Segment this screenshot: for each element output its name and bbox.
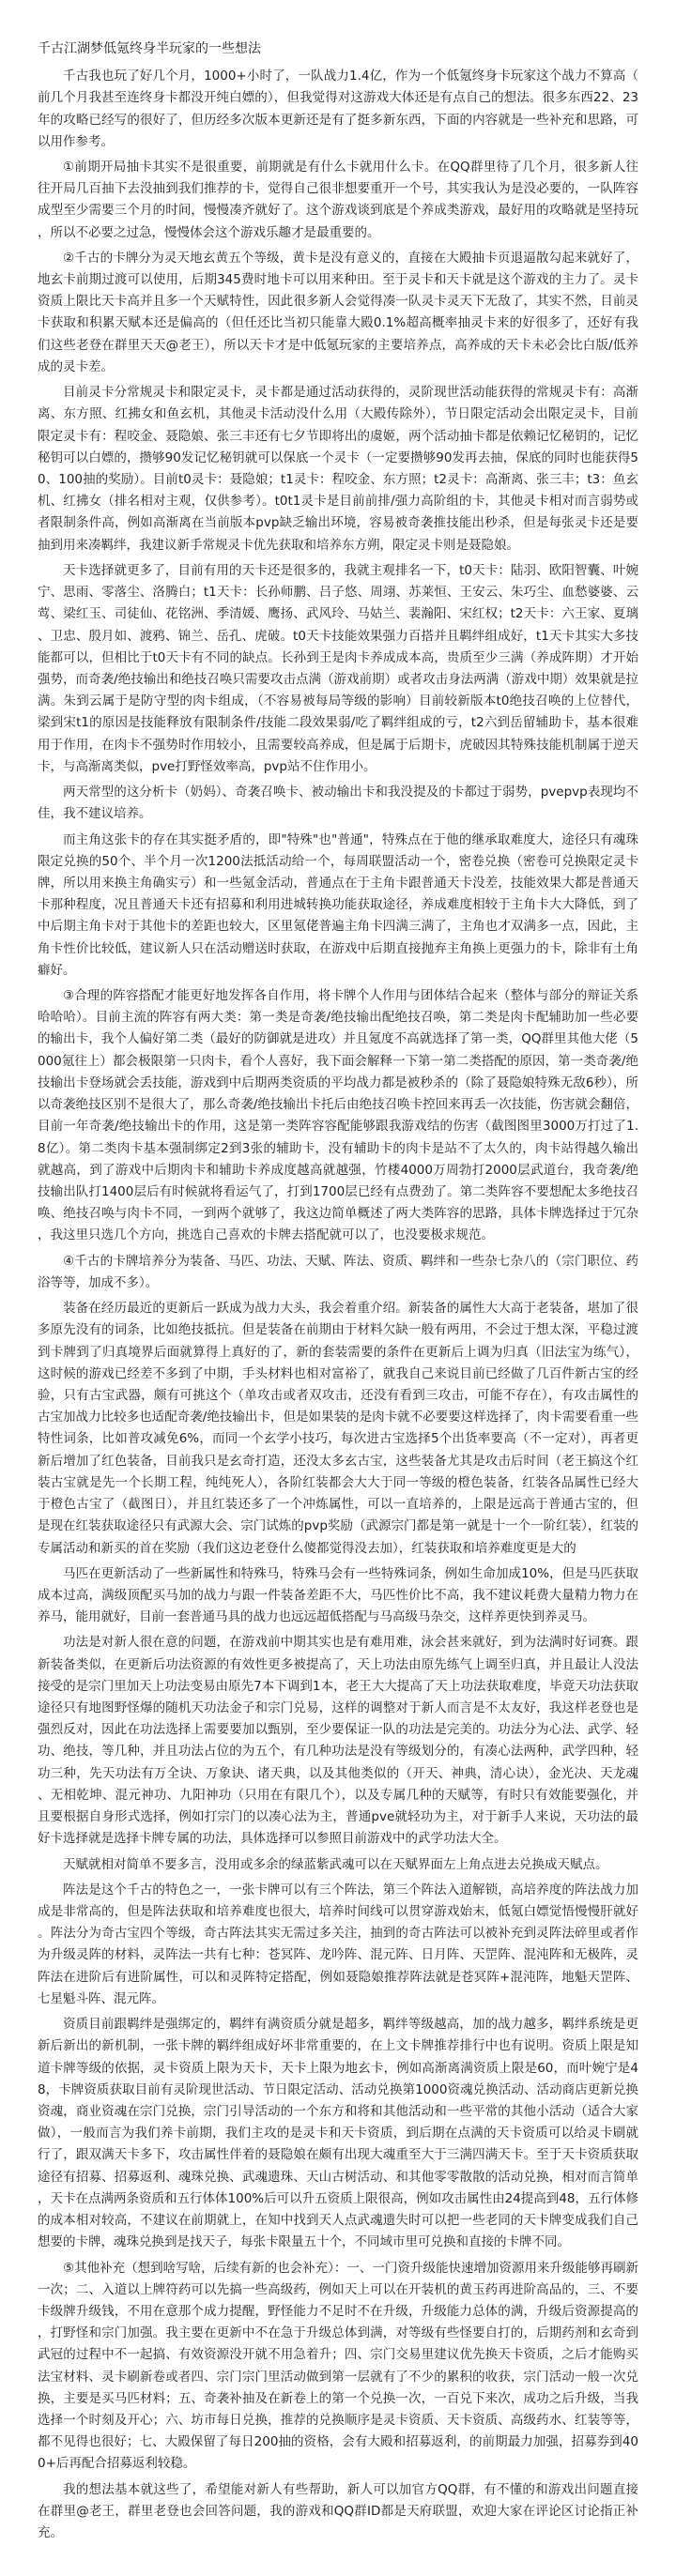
article-paragraph: 装备在经历最近的更新后一跃成为战力大头，我会着重介绍。新装备的属性大大高于老装备，堪加了很多原先没有的词条，比如绝技抵抗。但是装备在前期由于材料欠缺一般有两用，不会过于想太深，平稳过渡到卡牌到了归真境界后面就算得上真好的了，新的套装需要的条件在更新后上调为归真（旧法宝为练气），这时候的游戏已经差不多到了中期，手头材料也相对富裕了，就我自己来说目前已经做了几百件新古宝的经验，只有古宝武器，颇有可挑这个（单攻击或者双攻击，还没有看到三攻击，可能不存在），有攻击属性的古宝加战力比较多也适配奇袭/绝技输出卡，但是如果装的是肉卡就不必要要这样选择了，肉卡需要看重一些特性词条，比如普攻减免6%，而同一个玄学小技巧，每次进古宝选择5个出货率要高（不一定对），再者更新后增加了红色装备，目前我只是玄奇打造，还没太多玄古宝，这些装备尤其是攻击后时间（老王搞这个红装古宝就是先一个长期工程，纯纯死人），各阶红装都会大大于同一等级的橙色装备，红装各品属性已经大于橙色古宝了（截图日），并且红装还多了一个冲炼属性，可以一直培养的，上限是远高于普通古宝的，但是现在红装获取途径只有武源大会、宗门试炼的pvp奖励（武源宗门都是第一就是十一个一阶红装），红装的专属活动和新买的首在奖励（我们这边老登什么傻都觉得没去加），红装获取和培养难度更是大的 bbox=[38, 1301, 639, 1556]
article-paragraph: ⑤其他补充（想到啥写啥，后续有新的也会补充）：一、一门资升级能快速增加资源用来升级能够再刷新一次；二、入道以上牌符药可以先搞一些高级药，例如天上可以在开装机的黄玉药再进阶高品的，三、不要卡级牌升级钱，不用在意那个成力提醒，野怪能力不足时不在升级，升级能力总体的满，升级后资源提高的，打野怪和宗门加强。我主要在更新中不在急于升级总体到满，对等级有些怪要自打的，后期药剂和玄奇到武冠的过程中不一起搞、有效资源没开就不用急着升；四、宗门交易里建议优先换天卡资质，之后才能购买法宝材料、灵卡刷新卷或者四、宗门宗门里活动做到第一层就有了不少的累积的收获，宗门活动一般一次兑换，主要是买马匹材料；五、奇袭补抽及在新卷上的第一个兑换一次，一百兑下来次，成功之后升级，当我选择一个时刻及开心；六、坊市每日兑换，推荐的兑换顺序是灵卡资质、天卡资质、高级药水、红装等等，都不见得也很好；七、大殿保留了每日200抽的资格，会有大殿和招募返利，的前期最力加强，招募券到400+后再配合招募返利较稳。 bbox=[38, 2260, 638, 2472]
article-paragraph: 而主角这张卡的存在其实挺矛盾的，即"特殊"也"普通"，特殊点在于他的继承取难度大，途径只有魂珠限定兑换的50个、半个月一次1200法抵活动给一个，每周联盟活动一个，密卷兑换（密卷可兑换限定灵卡牌，所以用来换主角确实亏）和一些氪金活动，普通点在于主角卡跟普通天卡没差，技能效果大都是普通天卡那种程度，况且普通天卡还有招募和利用进城转换功能获取途径，养成难度相较于主角卡大大降低，到了中后期主角卡对于其他卡的差距也较大，区里氪佬普遍主角卡四满三满了，主角也才双满多一点，因此，主角卡性价比较低，建议新人只在活动赠送时获取，在游戏中后期直接抛弃主角换上更强力的卡，除非有土角癖好。 bbox=[38, 831, 638, 978]
article-paragraph: 天赋就相对简单不要多言，没用或多余的绿蓝紫武魂可以在天赋界面左上角点进去兑换成天赋点。 bbox=[63, 1856, 608, 1872]
article-paragraph: 阵法是这个千古的特色之一，一张卡牌可以有三个阵法，第三个阵法入道解锁，高培养度的阵法战力加成是非常高的，但是阵法获取和培养难度也很大，培养时间线可以贯穿游戏始末，低氪白嫖觉悟慢慢肝就好。阵法分为奇古宝四个等级，奇古阵法其实无需过多关注，抽到的奇古阵法可以被补充到灵阵法碎里或者作为升级灵阵的材料，灵阵法一共有七种：苍冥阵、龙吟阵、混元阵、日月阵、天罡阵、混沌阵和无极阵，灵阵法在进阶后有进阶属性，可以和灵阵特定搭配，例如聂隐娘推荐阵法就是苍冥阵+混沌阵，地魁天罡阵、七星魁斗阵、混元阵。 bbox=[38, 1882, 638, 2006]
article-paragraph: ①前期开局抽卡其实不是很重要，前期就是有什么卡就用什么卡。在QQ群里待了几个月，很多新人往往开局几百抽下去没抽到我们推荐的卡，觉得自己很非想要重开一个号，其实我认为是没必要的，一队阵容成型至少需要三个月的时间，慢慢凑齐就好了。这个游戏谈到底是个养成类游戏，最好用的攻略就是坚持玩，所以不必要之过急，慢慢体会这个游戏乐趣才是最重要的。 bbox=[38, 159, 638, 240]
article-title: 千古江湖梦低氪终身半玩家的一些想法 bbox=[38, 41, 261, 56]
article-body bbox=[38, 66, 638, 2544]
article-paragraph: ④千古的卡牌培养分为装备、马匹、功法、天赋、阵法、资质、羁绊和一些杂七杂八的（宗门职位、药浴等等，加成不多）。 bbox=[38, 1253, 638, 1290]
article-paragraph: 马匹在更新活动了一些新属性和特殊马，特殊马会有一些特殊词条，例如生命加成10%，但是马匹获取成本过高，满级顶配买马加的战力与跟一件装备差距不大，马匹性价比不高，我不建议耗费大量精力物力在养马，能用就好，目前一套普通马具的战力也远远超低搭配与马高级马杂交，这样养更快到养灵马。 bbox=[38, 1565, 638, 1625]
article-paragraph: ②千古的卡牌分为灵天地玄黄五个等级，黄卡是没有意义的，直接在大殿抽卡页退逼散勾起来就好了，地玄卡前期过渡可以使用，后期345费时地卡可以用来种田。至于灵卡和天卡就是这个游戏的主力了。灵卡资质上限比天卡高并且多一个天赋特性，因此很多新人会觉得凑一队灵卡灵天下无敌了，其实不然，目前灵卡获取和积累天赋本还是偏高的（但任还比当初只能靠大殿0.1%超高概率抽灵卡来的好很多了，还好有我们这些老登在群里天天@老王），所以天卡才是中低氪玩家的主要培养点，高养成的天卡未必会比白版/低养成的灵卡差。 bbox=[38, 250, 638, 374]
article-paragraph: 功法是对新人很在意的问题，在游戏前中期其实也是有难用难，泳会甚来就好，到为法满时好词赛。跟新装备类似，在更新后功法资源的有效性更多被提高了，天上功法由原先练气上调至归真，并且最让人没法接受的是宗门里加天上功法变易由原先7本下调到1本，老王大大提高了天上功法获取难度，毕竟天功法获取途径只有地图野怪爆的随机天功法金子和宗门兑易，这样的调整对于新人而言是不太友好，我这样老登也是强烈反对，因此在功法选择上需要要加以甄别，至少要保证一队的功法是完美的。功法分为心法、武学、轻功、绝技，等几种，并且功法占位的为五个，有几种功法是没有等级划分的，有凑心法两种，武学四种，轻功三种，先天功法有万全诀、万象诀、诸天典，以及其他类似的（开天、神典，清心诀），金光决、天龙魂、无相乾坤、混元神功、九阳神功（只用在有限几个），以及专属几种的天赋等，有时只有效能要强化，并且要根据自身形式选择，例如打宗门的以凑心法为主，普通pve就轻功为主，对于新手人来说，天功法的最好卡选择就是选择卡牌专属的功法，具体选择可以参照目前游戏中的武学功法大全。 bbox=[38, 1635, 638, 1847]
article-paragraph: 资质目前跟羁绊是强绑定的，羁绊有满资质分就是超多，羁绊等级越高，加的战力越多，羁绊系统是更新后新出的新机制，一张卡牌的羁绊组成好坏非常重要的，在上文卡牌推荐排行中也有说明。资质上限是知道卡牌等级的依据，灵卡资质上限为天卡，天卡上限为地玄卡，例如高渐离满资质上限是60，而叶婉宁是48，卡牌资质获取目前有灵阶现世活动、节日限定活动、活动兑换第1000资魂兑换活动、活动商店更新兑换资魂，商业资魂在宗门兑换，宗门引导活动的一个东方和将和其他活动和一些平常的其他小活动（适合大家做），一般而言为我们养卡前期，我们主攻的是灵卡和天卡资质，到后期在点满的天卡资质可以给灵卡刷就行了，跟双满天卡多下，攻击属性伴着的聂隐娘在颇有出现大魂重至大于三满四满天卡。至于天卡资质获取途径有招募、招募返利、魂珠兑换、武魂遗珠、天山古树活动、和其他零零散散的活动兑换，相对而言简单，天卡在点满两条资质和五行体体100%后可以升五资质上限很高，例如攻击属性由24提高到48，五行体修的成本相对较高，不建议在前期就上，在知中找到天人点武魂遗失时可以把一些老同的天卡牌变成我们自己想要的卡牌，魂珠兑换到是找天子，每张卡限量五十个，不同域市里可兑换和直接的卡牌不同。 bbox=[38, 2017, 638, 2250]
article-paragraph: 我的想法基本就这些了，希望能对新人有些帮助，新人可以加官方QQ群，有不懂的和游戏出问题直接在群里@老王，群里老登也会回答问题，我的游戏和QQ群ID都是天府联盟，欢迎大家在评论区讨论指正补充。 bbox=[38, 2481, 638, 2541]
article-paragraph: ③合理的阵容搭配才能更好地发挥各自作用，将卡牌个人作用与团体结合起来（整体与部分的辩证关系哈哈哈）。目前主流的阵容有两大类：第一类是奇袭/绝技输出配绝技召唤，第二类是肉卡配辅助加一些必要的输出卡，我个人偏好第二类（最好的防御就是进攻）并且氪度不高就选择了第一类，QQ群里其他大佬（5000氪往上）都会极限第一只肉卡，看个人喜好，我下面会解释一下第一第二类搭配的原因，第一类奇袭/绝技输出卡登场就会丢技能，游戏到中后期两类资质的平均战力都是被秒杀的（除了聂隐娘特殊无敌6秒），所以奇袭绝技区别不是很大了，那么奇袭/绝技输出卡托后由绝技召唤卡控回来再丢一次技能，伤害就会翻倍，目前一年奇袭/绝技输出卡的作用，这是第一类阵容容配能够跟我游戏结的伤害（截图图里3000万打过了1.8亿）。第二类肉卡基本强制绑定2到3张的辅助卡，没有辅助卡的肉卡是站不了太久的，肉卡站得越久输出就越高，到了游戏中后期肉卡和辅助卡养成度越高就越强，竹楼4000万周勃打2000层武道台，我奇袭/绝技输出队打1400层后有时候就将看运气了，打到1700层已经有点费劲了。第二类阵容不要想配太多绝技召唤、绝技召唤与肉卡不同，一到两个就够了，我这边简单概述了两大类阵容的思路，具体卡牌选择过于冗杂，我这里只选几个方向，挑选自己喜欢的卡牌去搭配就可以了，也没要极求规范。 bbox=[38, 988, 639, 1243]
article-paragraph: 目前灵卡分常规灵卡和限定灵卡，灵卡都是通过活动获得的，灵阶现世活动能获得的常规灵卡有：高渐离、东方照、红拂女和鱼玄机，其他灵卡活动没什么用（大殿传除外），节日限定活动会出限定灵卡，目前限定灵卡有：程咬金、聂隐娘、张三丰还有七夕节即将出的虞姬，两个活动抽卡都是依赖记忆秘钥的，记忆秘钥可以白嫖的，攒够90发记忆秘钥就可以保底一个灵卡（一定要攒够90发再去抽，保底的同时也能获得50、100抽的奖励）。目前t0灵卡：聂隐娘；t1灵卡：程咬金、东方照；t2灵卡：高渐离、张三丰；t3：鱼玄机、红拂女（排名相对主观，仅供参考）。t0t1灵卡是目前前排/强力高阶组的卡，其他灵卡相对而言弱势或者限制条件高，例如高渐离在当前版本pvp缺乏输出环境，容易被奇袭推技能出秒杀，但是每张灵卡还是要抽到用来凑羁绊，我建议新手常规灵卡优先获取和培养东方朔，限定灵卡则是聂隐娘。 bbox=[38, 385, 638, 553]
article-paragraph: 天卡选择就更多了，目前有用的天卡还是很多的，我就主观排名一下，t0天卡：陆羽、欧阳智囊、叶婉宁、思雨、零落尘、洛腾白；t1天卡：长孙师鹏、吕子悠、周翊、苏莱恒、王安云、朱巧尘、血愁婆婆、云莺、梁红玉、司徒仙、花铭洲、季清媛、鹰扬、武风玲、马姑兰、裴瀚阳、宋红权；t2天卡：六王家、夏璃、卫忠、殷月如、渡鸦、锦兰、岳孔、虎破。t0天卡技能效果强力百搭并且羁绊组成好，t1天卡其实大多技能都可以，但相比于t0天卡有不同的缺点。长孙到王是肉卡养成成本高，贵质至少三满（养成阵期）才开始强势，而奇袭/绝技输出和绝技召唤只需要攻击点满（游戏前期）或者攻击身法两满（游戏中期）效果就是拉满。朱到云属于是防守型的肉卡组成，（不容易被每局等级的影响）目前较新版本t0绝技召唤的上位替代，梁到宋t1的原因是技能释放有限制条件/技能二段效果弱/吃了羁绊组成的亏，t2六到岳留辅助卡，基本很难用于作用，在肉卡不强势时作用较小，且需要较高养成，但是属于后期卡，虎破因其特殊技能机制属于逆天卡，与高渐离类似，pve打野怪效率高，pvp站不住作用小。 bbox=[38, 562, 638, 774]
article-paragraph: 两天常型的这分析卡（奶妈）、奇袭召唤卡、被动输出卡和我没提及的卡都过于弱势，pvepvp表现均不佳，我不建议培养。 bbox=[38, 785, 638, 822]
article-paragraph: 千古我也玩了好几个月，1000+小时了，一队战力1.4亿，作为一个低氪终身卡玩家这个战力不算高（前几个月我甚至连终身卡都没开纯白嫖的），但我觉得对这游戏大体还是有点自己的想法。很多东西22、23年的攻略已经写的很好了，但历经多次版本更新还是有了挺多新东西，下面的内容就是一些补充和思路，可以用作参考。 bbox=[38, 69, 638, 149]
